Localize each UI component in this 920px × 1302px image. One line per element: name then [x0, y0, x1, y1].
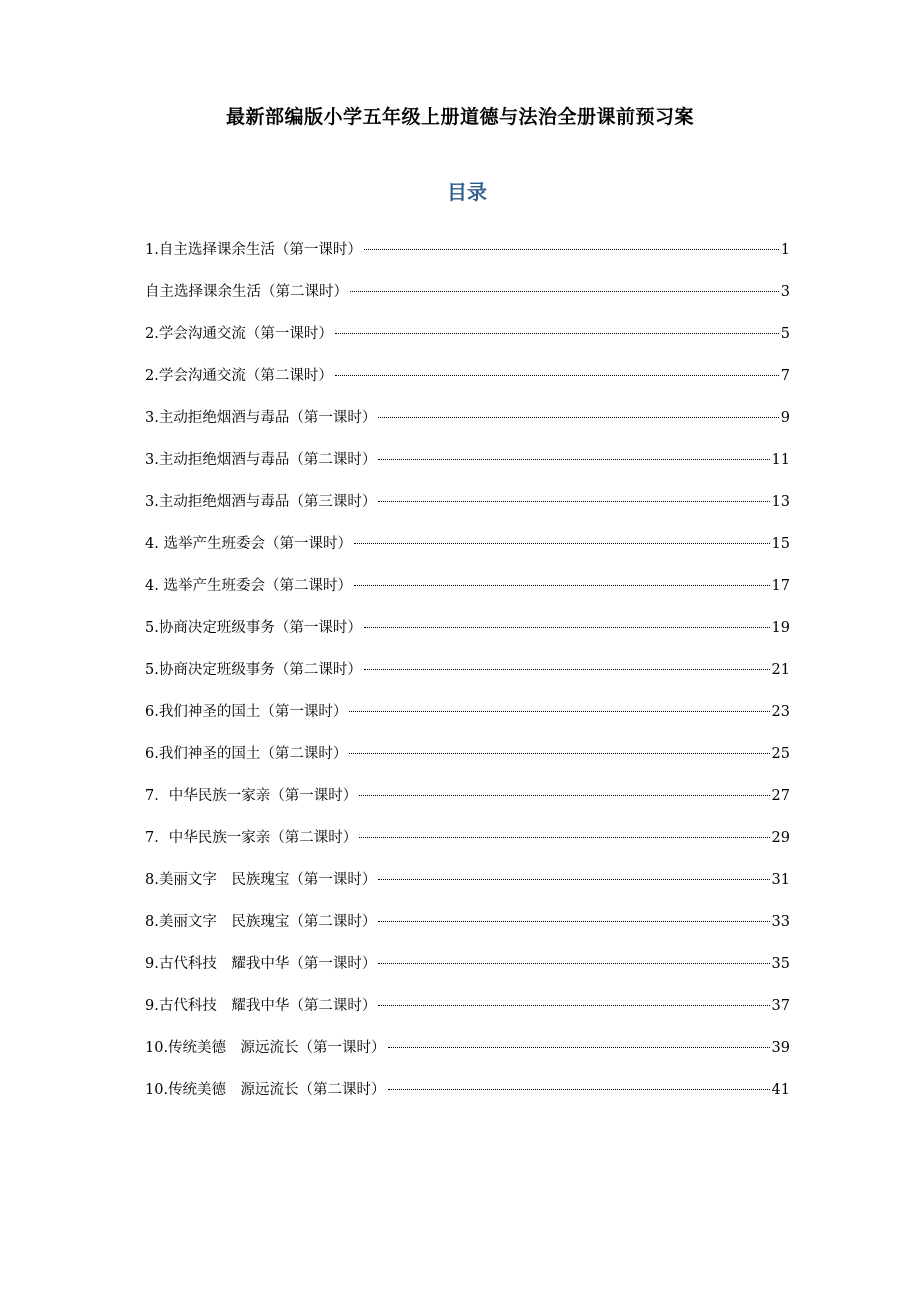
toc-entry[interactable] — [145, 868, 790, 910]
toc-entry[interactable] — [145, 910, 790, 952]
toc-heading: 目录 — [447, 180, 487, 204]
toc-entry[interactable] — [145, 742, 790, 784]
toc-entry-page-number: 39 — [771, 1040, 790, 1056]
toc-dot-leader — [378, 501, 769, 502]
toc-dot-leader — [335, 375, 779, 376]
document-title: 最新部编版小学五年级上册道德与法治全册课前预习案 — [225, 106, 694, 128]
toc-entry-page-number: 35 — [771, 956, 790, 972]
toc-entry-label: 4. 选举产生班委会（第二课时） — [145, 578, 352, 594]
toc-dot-leader — [359, 795, 769, 796]
toc-dot-leader — [335, 333, 779, 334]
toc-entry-label: 3.主动拒绝烟酒与毒品（第二课时） — [145, 452, 377, 468]
toc-entry-label: 9.古代科技 耀我中华（第一课时） — [145, 956, 377, 972]
toc-entry-page-number: 21 — [771, 662, 790, 678]
toc-entry[interactable] — [145, 406, 790, 448]
toc-dot-leader — [378, 879, 769, 880]
toc-dot-leader — [378, 459, 769, 460]
toc-dot-leader — [349, 753, 769, 754]
toc-entry-page-number: 11 — [771, 452, 790, 468]
toc-entry[interactable] — [145, 658, 790, 700]
toc-entry-page-number: 5 — [780, 326, 790, 342]
toc-entry-page-number: 27 — [771, 788, 790, 804]
toc-entry-page-number: 37 — [771, 998, 790, 1014]
toc-dot-leader — [364, 627, 770, 628]
toc-entry[interactable] — [145, 616, 790, 658]
toc-entry-label: 3.主动拒绝烟酒与毒品（第一课时） — [145, 410, 377, 426]
toc-dot-leader — [378, 417, 778, 418]
toc-entry[interactable] — [145, 322, 790, 364]
toc-entry[interactable] — [145, 280, 790, 322]
toc-dot-leader — [359, 837, 769, 838]
toc-dot-leader — [388, 1047, 770, 1048]
toc-dot-leader — [349, 711, 769, 712]
toc-dot-leader — [364, 669, 770, 670]
toc-entry-page-number: 41 — [771, 1082, 790, 1098]
toc-entry-page-number: 19 — [771, 620, 790, 636]
toc-entry-page-number: 29 — [771, 830, 790, 846]
toc-entry-page-number: 7 — [780, 368, 790, 384]
toc-entry[interactable] — [145, 994, 790, 1036]
toc-entry-label: 5.协商决定班级事务（第二课时） — [145, 662, 362, 678]
toc-entry[interactable] — [145, 574, 790, 616]
toc-entry[interactable] — [145, 532, 790, 574]
toc-entry-page-number: 9 — [780, 410, 790, 426]
toc-entry-label: 7．中华民族一家亲（第二课时） — [145, 830, 358, 846]
toc-entry-label: 1.自主选择课余生活（第一课时） — [145, 242, 362, 258]
toc-entry-label: 2.学会沟通交流（第二课时） — [145, 368, 333, 384]
toc-dot-leader — [378, 921, 769, 922]
table-of-contents — [145, 238, 790, 1120]
toc-entry[interactable] — [145, 952, 790, 994]
toc-entry-label: 6.我们神圣的国土（第一课时） — [145, 704, 348, 720]
toc-entry-label: 3.主动拒绝烟酒与毒品（第三课时） — [145, 494, 377, 510]
toc-entry[interactable] — [145, 1078, 790, 1120]
toc-entry-label: 8.美丽文字 民族瑰宝（第一课时） — [145, 872, 377, 888]
toc-entry[interactable] — [145, 784, 790, 826]
toc-dot-leader — [354, 585, 770, 586]
toc-entry[interactable] — [145, 364, 790, 406]
toc-entry-label: 10.传统美德 源远流长（第二课时） — [145, 1082, 386, 1098]
toc-entry-page-number: 31 — [771, 872, 790, 888]
toc-entry[interactable] — [145, 448, 790, 490]
toc-entry-page-number: 15 — [771, 536, 790, 552]
toc-entry-label: 10.传统美德 源远流长（第一课时） — [145, 1040, 386, 1056]
toc-dot-leader — [388, 1089, 770, 1090]
toc-entry-page-number: 25 — [771, 746, 790, 762]
toc-entry-label: 5.协商决定班级事务（第一课时） — [145, 620, 362, 636]
toc-entry-label: 7．中华民族一家亲（第一课时） — [145, 788, 358, 804]
toc-entry-label: 2.学会沟通交流（第一课时） — [145, 326, 333, 342]
toc-entry-page-number: 33 — [771, 914, 790, 930]
toc-entry[interactable] — [145, 826, 790, 868]
toc-entry-label: 6.我们神圣的国土（第二课时） — [145, 746, 348, 762]
toc-entry-page-number: 17 — [771, 578, 790, 594]
toc-entry[interactable] — [145, 238, 790, 280]
toc-entry-page-number: 1 — [780, 242, 790, 258]
toc-entry-label: 4. 选举产生班委会（第一课时） — [145, 536, 352, 552]
toc-dot-leader — [354, 543, 770, 544]
toc-entry[interactable] — [145, 490, 790, 532]
toc-entry-label: 自主选择课余生活（第二课时） — [145, 284, 348, 300]
toc-dot-leader — [378, 1005, 769, 1006]
toc-entry-label: 9.古代科技 耀我中华（第二课时） — [145, 998, 377, 1014]
toc-dot-leader — [364, 249, 779, 250]
toc-dot-leader — [350, 291, 779, 292]
toc-entry[interactable] — [145, 1036, 790, 1078]
toc-entry-page-number: 13 — [771, 494, 790, 510]
toc-entry[interactable] — [145, 700, 790, 742]
toc-dot-leader — [378, 963, 769, 964]
toc-entry-page-number: 3 — [780, 284, 790, 300]
toc-entry-page-number: 23 — [771, 704, 790, 720]
toc-entry-label: 8.美丽文字 民族瑰宝（第二课时） — [145, 914, 377, 930]
